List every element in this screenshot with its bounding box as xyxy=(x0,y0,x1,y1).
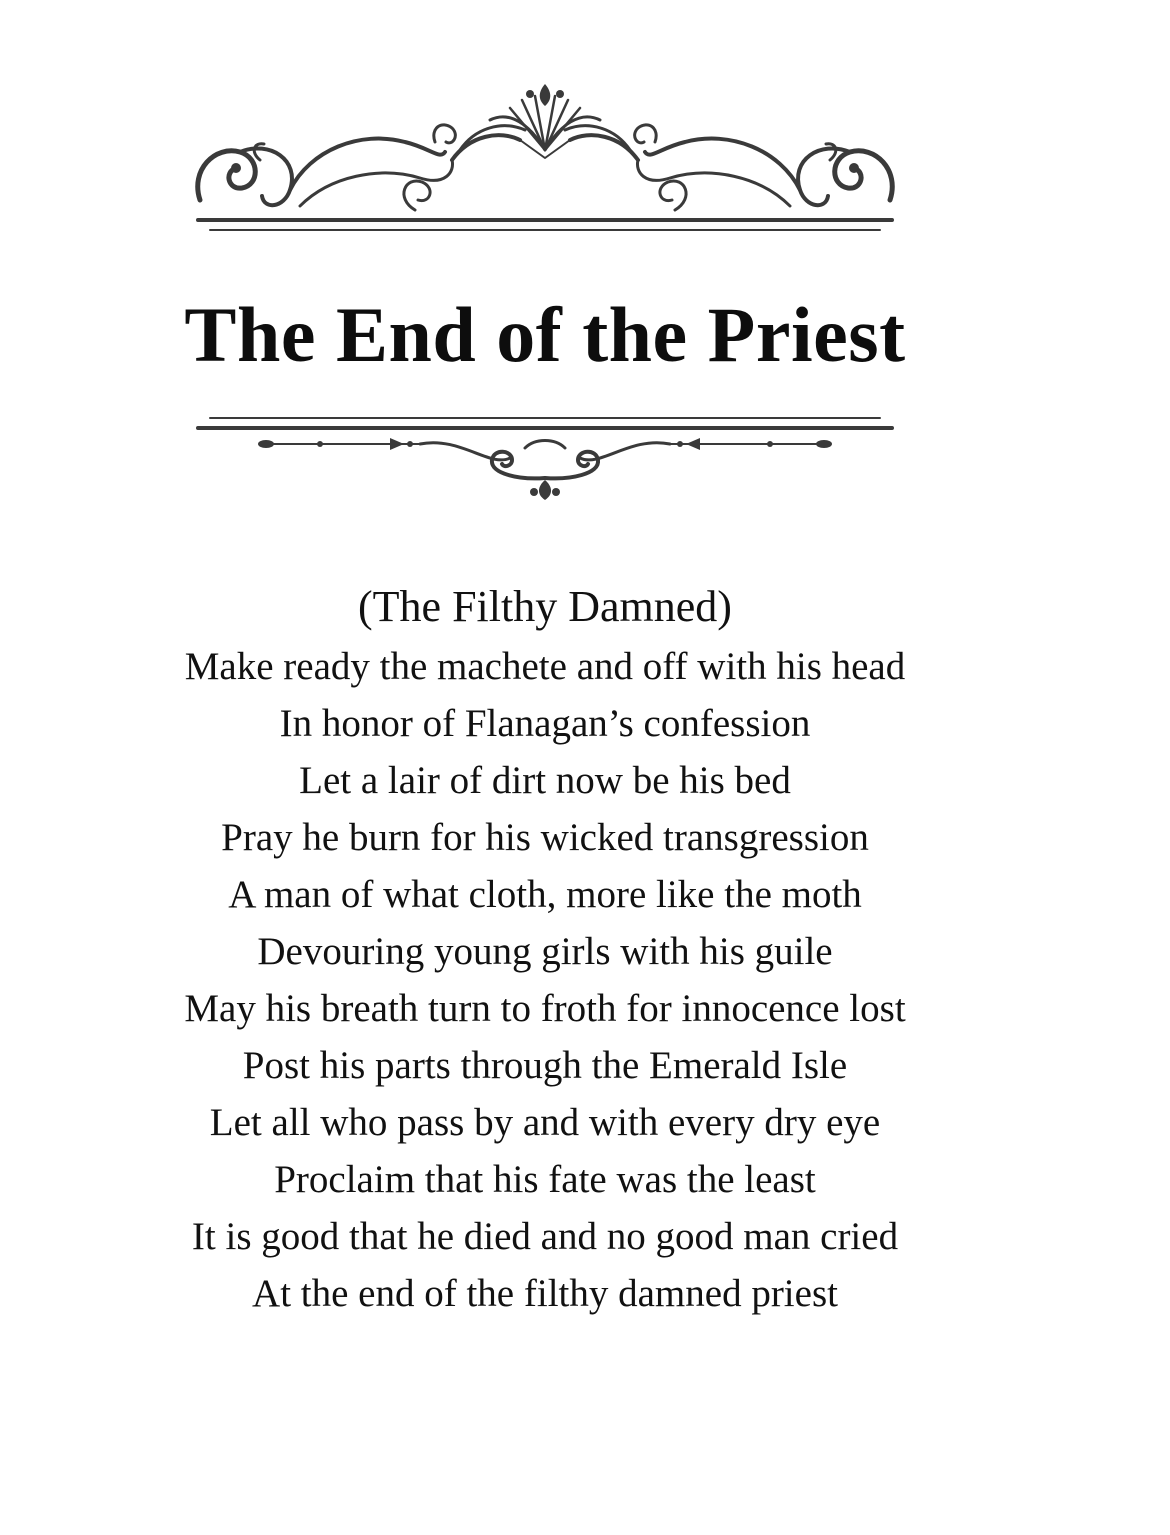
verse-line: Proclaim that his fate was the least xyxy=(274,1158,816,1201)
verse-line: It is good that he died and no good man cried xyxy=(191,1215,899,1258)
verse-line: Pray he burn for his wicked transgression xyxy=(221,816,869,859)
verse-line: May his breath turn to froth for innocence lost xyxy=(184,987,906,1030)
verse-line: Post his parts through the Emerald Isle xyxy=(242,1044,848,1087)
page-title: The End of the Priest xyxy=(184,291,906,378)
verse-line: Let all who pass by and with every dry eye xyxy=(209,1101,881,1144)
poem-body xyxy=(0,576,1090,1322)
verse-line: Make ready the machete and off with his head xyxy=(184,645,906,688)
top-flourish-ornament xyxy=(190,80,900,240)
verse-line: Let a lair of dirt now be his bed xyxy=(299,759,791,802)
poem-subtitle: (The Filthy Damned) xyxy=(358,582,732,631)
verse-line: In honor of Flanagan’s confession xyxy=(279,702,811,745)
verse-line: At the end of the filthy damned priest xyxy=(252,1272,838,1315)
bottom-flourish-divider xyxy=(190,408,900,508)
verse-line: Devouring young girls with his guile xyxy=(257,930,833,973)
verse-line: A man of what cloth, more like the moth xyxy=(228,873,862,916)
